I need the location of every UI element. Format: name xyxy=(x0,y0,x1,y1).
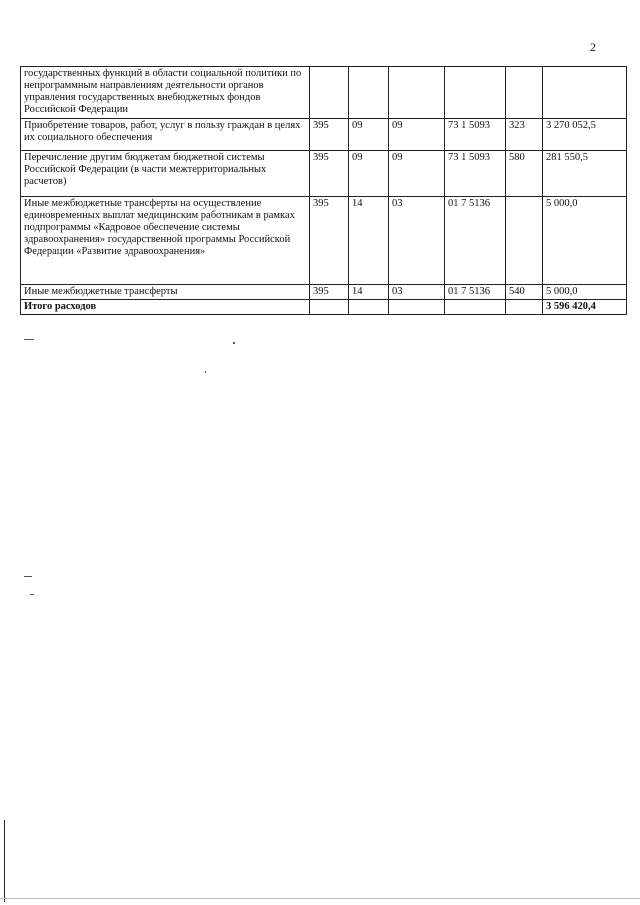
table-row xyxy=(21,285,627,300)
total-empty-cell xyxy=(349,300,389,315)
scan-speck xyxy=(233,342,235,344)
row-sum: 281 550,5 xyxy=(543,151,627,197)
total-empty-cell xyxy=(506,300,543,315)
row-name: Перечисление другим бюджетам бюджетной системы Российской Федерации (в части межтерриториальных расчетов) xyxy=(21,151,310,197)
scan-speck xyxy=(30,594,34,595)
row-code xyxy=(310,67,349,119)
row-code: 395 xyxy=(310,285,349,300)
row-sum: 3 270 052,5 xyxy=(543,119,627,151)
row-article: 73 1 5093 xyxy=(445,151,506,197)
table-row xyxy=(21,67,627,119)
page-number: 2 xyxy=(590,40,596,54)
scan-speck xyxy=(24,339,34,340)
row-section: 14 xyxy=(349,285,389,300)
scan-edge-line xyxy=(4,820,5,902)
row-subsection: 09 xyxy=(389,119,445,151)
row-section: 09 xyxy=(349,119,389,151)
row-expense-type xyxy=(506,67,543,119)
row-sum xyxy=(543,67,627,119)
row-code: 395 xyxy=(310,151,349,197)
total-label: Итого расходов xyxy=(21,300,310,315)
row-expense-type: 540 xyxy=(506,285,543,300)
row-article: 73 1 5093 xyxy=(445,119,506,151)
row-subsection xyxy=(389,67,445,119)
row-subsection: 03 xyxy=(389,285,445,300)
row-name: Иные межбюджетные трансферты xyxy=(21,285,310,300)
row-section: 14 xyxy=(349,197,389,285)
row-expense-type xyxy=(506,197,543,285)
total-empty-cell xyxy=(310,300,349,315)
row-name: Иные межбюджетные трансферты на осуществление единовременных выплат медицинским работникам в рамках подпрограммы «Кадровое обеспечение системы здравоохранения» государственной программы Российской Федерации «Развитие здравоохранения» xyxy=(21,197,310,285)
row-article xyxy=(445,67,506,119)
expenditure-table xyxy=(20,66,627,315)
row-section xyxy=(349,67,389,119)
row-code: 395 xyxy=(310,119,349,151)
row-name: Приобретение товаров, работ, услуг в пользу граждан в целях их социального обеспечения xyxy=(21,119,310,151)
scan-speck xyxy=(24,576,32,577)
row-article: 01 7 5136 xyxy=(445,285,506,300)
row-subsection: 09 xyxy=(389,151,445,197)
scan-speck xyxy=(205,371,206,373)
row-article: 01 7 5136 xyxy=(445,197,506,285)
table-row xyxy=(21,197,627,285)
row-expense-type: 323 xyxy=(506,119,543,151)
row-sum: 5 000,0 xyxy=(543,197,627,285)
total-empty-cell xyxy=(445,300,506,315)
row-expense-type: 580 xyxy=(506,151,543,197)
scan-edge-line xyxy=(0,898,640,899)
row-code: 395 xyxy=(310,197,349,285)
row-subsection: 03 xyxy=(389,197,445,285)
total-empty-cell xyxy=(389,300,445,315)
table-row xyxy=(21,119,627,151)
total-sum: 3 596 420,4 xyxy=(543,300,627,315)
total-row xyxy=(21,300,627,315)
row-name: государственных функций в области социальной политики по непрограммным направлениям деятельности органов управления государственных внебюджетных фондов Российской Федерации xyxy=(21,67,310,119)
row-section: 09 xyxy=(349,151,389,197)
table-row xyxy=(21,151,627,197)
row-sum: 5 000,0 xyxy=(543,285,627,300)
